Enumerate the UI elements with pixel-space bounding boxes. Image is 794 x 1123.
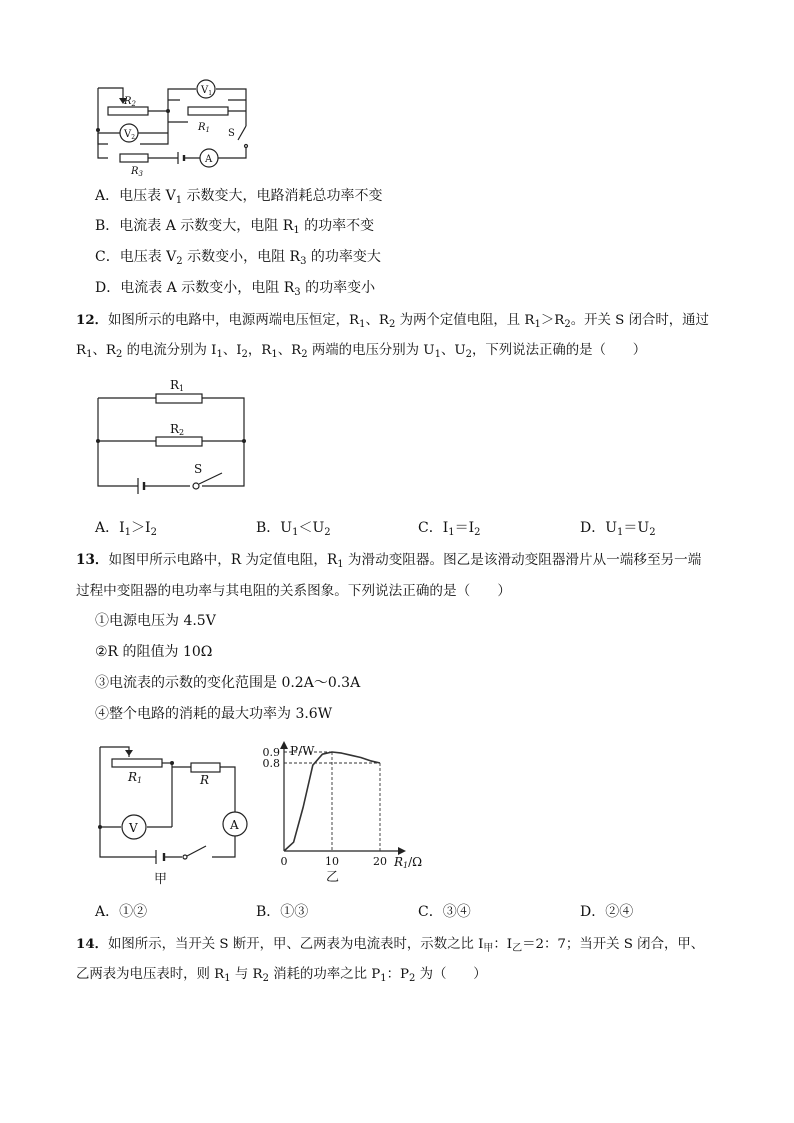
q13-option-c: C．③④: [418, 904, 471, 920]
q13-circuit-caption: 甲: [154, 872, 168, 887]
q12-stem-line1: 12．如图所示的电路中，电源两端电压恒定，$R_1$、$R_2$ 为两个定值电阻，且 $R_1>R_2$。开关 S 闭合时，通过: [76, 312, 709, 330]
q13-chart-series-line: [284, 752, 380, 851]
q11-v1-label: $V_1$: [201, 85, 213, 97]
q13-chart-y-arrow: [280, 741, 288, 749]
q13-chart-xtick-1: 10: [325, 855, 339, 868]
q11-r3-label: $R_3$: [131, 166, 143, 178]
q11-ammeter-label: A: [205, 154, 213, 165]
q11-r1-label: $R_1$: [198, 122, 210, 134]
q11-option-d: D．电流表 A 示数变小，电阻 $R_3$ 的功率变小: [95, 280, 376, 298]
q13-chart-ylabel: P/W: [290, 744, 315, 758]
q13-chart-ytick-0: 0.9: [262, 746, 280, 759]
q12-stem-line2: $R_1$、$R_2$ 的电流分别为 $I_1$、$I_2$，$R_1$、$R_2$ 两端的电压分别为 $U_1$、$U_2$，下列说法正确的是（ ）: [76, 343, 647, 360]
q11-option-a: A．电压表 $V_1$ 示数变大，电路消耗总功率不变: [95, 188, 383, 206]
q11-r2-label: $R_2$: [124, 96, 136, 108]
q12-r2-label: R2: [170, 422, 185, 437]
q12-switch-label: S: [194, 462, 203, 476]
q12-option-d: D．$U_1=U_2$: [580, 520, 656, 538]
q13-statement-4: ④整个电路的消耗的最大功率为 3.6W: [95, 706, 333, 722]
q13-chart-x-arrow: [398, 847, 406, 855]
q13-r-label: R: [200, 773, 210, 787]
q13-chart-xtick-2: 20: [373, 855, 387, 868]
q13-chart-xtick-0: 0: [280, 855, 288, 868]
q13-r1-label: R1: [128, 770, 143, 785]
q13-power-resistance-chart: [262, 735, 440, 885]
q13-stem-line1: 13．如图甲所示电路中，R 为定值电阻，$R_1$ 为滑动变阻器。图乙是该滑动变阻器滑片从一端移至另一端: [76, 552, 702, 570]
q12-option-b: B．$U_1<U_2$: [256, 520, 331, 538]
q13-chart-ytick-1: 0.8: [262, 757, 280, 770]
q12-option-c: C．$I_1=I_2$: [418, 520, 481, 538]
q13-statement-3: ③电流表的示数的变化范围是 0.2A～0.3A: [95, 675, 361, 691]
q13-statement-1: ①电源电压为 4.5V: [95, 613, 216, 629]
q13-option-d: D．②④: [580, 904, 634, 920]
q12-r1-label: R1: [170, 378, 185, 393]
q11-switch-label: S: [228, 128, 235, 139]
q13-chart-caption: 乙: [326, 870, 340, 885]
q11-circuit-diagram: [88, 78, 258, 178]
q14-stem-line2: 乙两表为电压表时，则 $R_1$ 与 $R_2$ 消耗的功率之比 $P_1$：$P_2$ 为（ ）: [76, 967, 487, 984]
q13-option-a: A．①②: [95, 904, 148, 920]
q11-option-c: C．电压表 $V_2$ 示数变小，电阻 $R_3$ 的功率变大: [95, 249, 381, 267]
q13-circuit-diagram: [92, 742, 252, 887]
q13-voltmeter-label: V: [129, 821, 138, 835]
q12-option-a: A．$I_1>I_2$: [95, 520, 157, 538]
q13-stem-line2: 过程中变阻器的电功率与其电阻的关系图象。下列说法正确的是（ ）: [76, 583, 511, 599]
q13-chart-xlabel: R1/Ω: [394, 855, 423, 870]
q13-ammeter-label: A: [230, 818, 239, 832]
q11-option-b: B．电流表 A 示数变大，电阻 $R_1$ 的功率不变: [95, 218, 375, 236]
q11-v2-label: $V_2$: [124, 129, 136, 141]
q13-option-b: B．①③: [256, 904, 309, 920]
q12-circuit-diagram: [90, 372, 255, 492]
q13-statement-2: ②R 的阻值为 10Ω: [95, 644, 213, 660]
q14-stem-line1: 14．如图所示，当开关 S 断开，甲、乙两表为电流表时，示数之比 $I_甲$：$I_乙=2$：7；当开关 S 闭合，甲、: [76, 936, 705, 954]
